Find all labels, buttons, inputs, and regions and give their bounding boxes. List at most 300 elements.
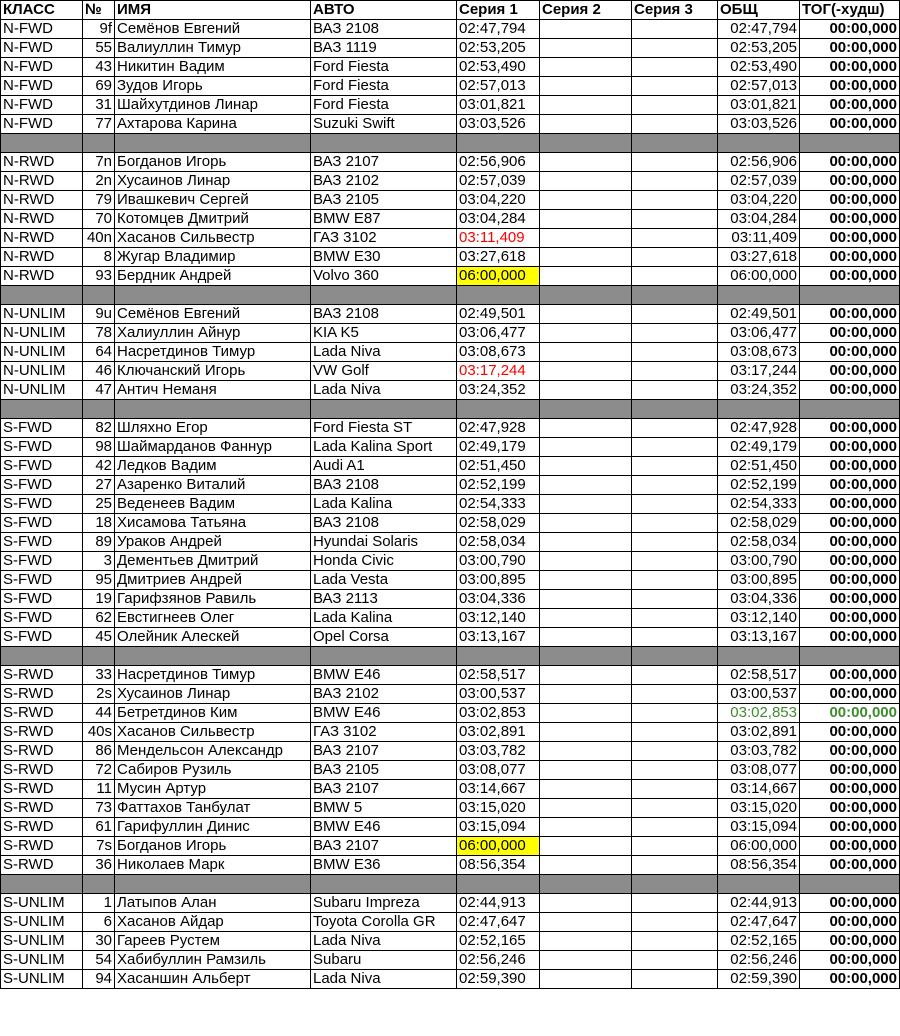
cell-name: Азаренко Виталий [115, 476, 311, 495]
cell-class: S-FWD [1, 571, 83, 590]
cell-best: 00:00,000 [800, 666, 900, 685]
separator-cell [457, 647, 540, 666]
cell-s2 [540, 305, 632, 324]
cell-s2 [540, 609, 632, 628]
cell-s1: 03:08,673 [457, 343, 540, 362]
separator-cell [1, 134, 83, 153]
cell-best: 00:00,000 [800, 172, 900, 191]
cell-s3 [632, 229, 718, 248]
cell-s1: 02:59,390 [457, 970, 540, 989]
cell-best: 00:00,000 [800, 153, 900, 172]
cell-car: ВАЗ 1119 [311, 39, 457, 58]
cell-s2 [540, 267, 632, 286]
cell-car: Suzuki Swift [311, 115, 457, 134]
cell-total: 02:58,517 [718, 666, 800, 685]
separator-cell [311, 875, 457, 894]
cell-num: 43 [83, 58, 115, 77]
table-row [1, 799, 900, 818]
separator-cell [540, 647, 632, 666]
cell-total: 03:13,167 [718, 628, 800, 647]
separator-cell [1, 647, 83, 666]
cell-s2 [540, 495, 632, 514]
cell-s2 [540, 685, 632, 704]
cell-s1: 02:47,928 [457, 419, 540, 438]
separator-cell [1, 286, 83, 305]
cell-car: Ford Fiesta [311, 77, 457, 96]
cell-s3 [632, 761, 718, 780]
cell-best: 00:00,000 [800, 381, 900, 400]
cell-best: 00:00,000 [800, 514, 900, 533]
cell-s1: 08:56,354 [457, 856, 540, 875]
cell-num: 62 [83, 609, 115, 628]
cell-car: ВАЗ 2113 [311, 590, 457, 609]
separator-cell [800, 134, 900, 153]
cell-class: N-UNLIM [1, 381, 83, 400]
cell-class: N-FWD [1, 96, 83, 115]
cell-car: ВАЗ 2102 [311, 172, 457, 191]
cell-best: 00:00,000 [800, 362, 900, 381]
cell-num: 36 [83, 856, 115, 875]
cell-s3 [632, 419, 718, 438]
cell-num: 8 [83, 248, 115, 267]
cell-total: 03:27,618 [718, 248, 800, 267]
cell-total: 06:00,000 [718, 837, 800, 856]
cell-total: 08:56,354 [718, 856, 800, 875]
cell-total: 03:08,673 [718, 343, 800, 362]
cell-name: Ключанский Игорь [115, 362, 311, 381]
cell-car: Lada Kalina [311, 495, 457, 514]
cell-s3 [632, 533, 718, 552]
table-row [1, 609, 900, 628]
cell-s2 [540, 799, 632, 818]
cell-total: 03:12,140 [718, 609, 800, 628]
cell-class: N-UNLIM [1, 343, 83, 362]
cell-class: S-UNLIM [1, 932, 83, 951]
cell-car: Hyundai Solaris [311, 533, 457, 552]
cell-num: 40n [83, 229, 115, 248]
cell-s3 [632, 210, 718, 229]
cell-s1: 02:58,034 [457, 533, 540, 552]
cell-s3 [632, 799, 718, 818]
cell-s3 [632, 476, 718, 495]
cell-s1: 03:03,526 [457, 115, 540, 134]
cell-class: S-FWD [1, 628, 83, 647]
cell-s2 [540, 362, 632, 381]
table-row [1, 324, 900, 343]
cell-name: Халиуллин Айнур [115, 324, 311, 343]
table-row [1, 704, 900, 723]
cell-s2 [540, 932, 632, 951]
cell-car: BMW E87 [311, 210, 457, 229]
cell-name: Антич Неманя [115, 381, 311, 400]
cell-s2 [540, 343, 632, 362]
cell-name: Богданов Игорь [115, 153, 311, 172]
cell-name: Хасанов Сильвестр [115, 723, 311, 742]
table-row [1, 229, 900, 248]
cell-class: N-RWD [1, 210, 83, 229]
cell-total: 02:52,199 [718, 476, 800, 495]
cell-s3 [632, 457, 718, 476]
cell-best: 00:00,000 [800, 856, 900, 875]
cell-car: BMW E46 [311, 818, 457, 837]
cell-s2 [540, 742, 632, 761]
separator-cell [311, 400, 457, 419]
cell-s1: 03:24,352 [457, 381, 540, 400]
group-separator [1, 400, 900, 419]
separator-cell [1, 400, 83, 419]
cell-car: Toyota Corolla GR [311, 913, 457, 932]
cell-best: 00:00,000 [800, 77, 900, 96]
cell-total: 03:17,244 [718, 362, 800, 381]
cell-best: 00:00,000 [800, 704, 900, 723]
header-row [1, 1, 900, 20]
table-row [1, 571, 900, 590]
cell-class: S-RWD [1, 742, 83, 761]
cell-s2 [540, 324, 632, 343]
cell-total: 03:11,409 [718, 229, 800, 248]
cell-class: N-FWD [1, 58, 83, 77]
cell-class: S-FWD [1, 419, 83, 438]
separator-cell [632, 647, 718, 666]
cell-num: 77 [83, 115, 115, 134]
cell-best: 00:00,000 [800, 761, 900, 780]
cell-s1: 03:04,284 [457, 210, 540, 229]
cell-s1: 02:44,913 [457, 894, 540, 913]
cell-best: 00:00,000 [800, 495, 900, 514]
header-best: ТОГ(-худш) [800, 1, 900, 20]
cell-s3 [632, 96, 718, 115]
cell-s2 [540, 381, 632, 400]
cell-s3 [632, 704, 718, 723]
cell-s3 [632, 552, 718, 571]
cell-car: Lada Niva [311, 381, 457, 400]
table-row [1, 628, 900, 647]
cell-total: 03:14,667 [718, 780, 800, 799]
cell-s1: 03:12,140 [457, 609, 540, 628]
cell-class: S-RWD [1, 761, 83, 780]
table-row [1, 495, 900, 514]
header-name: ИМЯ [115, 1, 311, 20]
cell-car: Lada Kalina [311, 609, 457, 628]
separator-cell [115, 134, 311, 153]
cell-s1: 03:00,537 [457, 685, 540, 704]
separator-cell [311, 647, 457, 666]
cell-name: Дмитриев Андрей [115, 571, 311, 590]
cell-s2 [540, 761, 632, 780]
cell-class: S-RWD [1, 799, 83, 818]
cell-name: Ураков Андрей [115, 533, 311, 552]
cell-best: 00:00,000 [800, 343, 900, 362]
separator-cell [83, 400, 115, 419]
cell-name: Николаев Марк [115, 856, 311, 875]
cell-s3 [632, 837, 718, 856]
cell-name: Дементьев Дмитрий [115, 552, 311, 571]
separator-cell [1, 875, 83, 894]
cell-name: Веденеев Вадим [115, 495, 311, 514]
cell-best: 00:00,000 [800, 533, 900, 552]
cell-name: Хусаинов Линар [115, 172, 311, 191]
cell-car: Lada Niva [311, 932, 457, 951]
cell-class: S-FWD [1, 609, 83, 628]
cell-s1: 02:47,647 [457, 913, 540, 932]
cell-name: Хабибуллин Рамзиль [115, 951, 311, 970]
separator-cell [83, 875, 115, 894]
header-class: КЛАСС [1, 1, 83, 20]
table-row [1, 77, 900, 96]
cell-car: BMW E46 [311, 666, 457, 685]
cell-s1: 03:17,244 [457, 362, 540, 381]
cell-s2 [540, 96, 632, 115]
cell-name: Шляхно Егор [115, 419, 311, 438]
table-row [1, 248, 900, 267]
cell-s1: 03:02,853 [457, 704, 540, 723]
table-row [1, 58, 900, 77]
cell-s3 [632, 514, 718, 533]
cell-car: Subaru Impreza [311, 894, 457, 913]
cell-name: Валиуллин Тимур [115, 39, 311, 58]
cell-num: 45 [83, 628, 115, 647]
cell-name: Шаймарданов Фаннур [115, 438, 311, 457]
cell-name: Гареев Рустем [115, 932, 311, 951]
cell-num: 30 [83, 932, 115, 951]
cell-car: ГАЗ 3102 [311, 723, 457, 742]
cell-name: Сабиров Рузиль [115, 761, 311, 780]
cell-total: 02:49,501 [718, 305, 800, 324]
cell-car: ВАЗ 2108 [311, 476, 457, 495]
cell-total: 03:02,853 [718, 704, 800, 723]
cell-car: ВАЗ 2108 [311, 305, 457, 324]
separator-cell [800, 647, 900, 666]
cell-num: 27 [83, 476, 115, 495]
cell-name: Бердник Андрей [115, 267, 311, 286]
cell-num: 55 [83, 39, 115, 58]
cell-class: S-RWD [1, 666, 83, 685]
cell-class: S-FWD [1, 476, 83, 495]
cell-class: S-RWD [1, 837, 83, 856]
cell-s1: 02:56,906 [457, 153, 540, 172]
table-row [1, 970, 900, 989]
cell-best: 00:00,000 [800, 913, 900, 932]
cell-s2 [540, 153, 632, 172]
cell-s2 [540, 20, 632, 39]
cell-name: Насретдинов Тимур [115, 666, 311, 685]
cell-class: S-FWD [1, 514, 83, 533]
cell-s3 [632, 115, 718, 134]
cell-best: 00:00,000 [800, 419, 900, 438]
cell-num: 2n [83, 172, 115, 191]
table-row [1, 343, 900, 362]
cell-s3 [632, 970, 718, 989]
separator-cell [800, 875, 900, 894]
cell-s1: 03:15,094 [457, 818, 540, 837]
cell-num: 33 [83, 666, 115, 685]
cell-car: Opel Corsa [311, 628, 457, 647]
cell-num: 98 [83, 438, 115, 457]
cell-s1: 06:00,000 [457, 837, 540, 856]
cell-s2 [540, 571, 632, 590]
cell-s2 [540, 419, 632, 438]
cell-s2 [540, 628, 632, 647]
cell-s1: 02:57,039 [457, 172, 540, 191]
cell-best: 00:00,000 [800, 115, 900, 134]
table-row [1, 951, 900, 970]
table-row [1, 39, 900, 58]
separator-cell [800, 286, 900, 305]
cell-class: N-FWD [1, 77, 83, 96]
cell-car: Ford Fiesta [311, 58, 457, 77]
separator-cell [457, 400, 540, 419]
cell-s1: 02:52,165 [457, 932, 540, 951]
cell-name: Ивашкевич Сергей [115, 191, 311, 210]
separator-cell [540, 134, 632, 153]
cell-s2 [540, 856, 632, 875]
cell-name: Мусин Артур [115, 780, 311, 799]
separator-cell [115, 647, 311, 666]
cell-s1: 02:54,333 [457, 495, 540, 514]
cell-num: 86 [83, 742, 115, 761]
cell-class: N-FWD [1, 115, 83, 134]
cell-class: S-UNLIM [1, 951, 83, 970]
cell-car: BMW E46 [311, 704, 457, 723]
cell-name: Шайхутдинов Линар [115, 96, 311, 115]
separator-cell [311, 286, 457, 305]
cell-name: Хасанов Айдар [115, 913, 311, 932]
cell-s2 [540, 837, 632, 856]
cell-s2 [540, 590, 632, 609]
cell-total: 02:47,928 [718, 419, 800, 438]
cell-total: 02:57,039 [718, 172, 800, 191]
separator-cell [718, 286, 800, 305]
cell-num: 11 [83, 780, 115, 799]
cell-class: N-RWD [1, 153, 83, 172]
cell-class: S-RWD [1, 704, 83, 723]
cell-s2 [540, 210, 632, 229]
cell-num: 31 [83, 96, 115, 115]
separator-cell [83, 134, 115, 153]
results-body [1, 20, 900, 989]
cell-total: 03:24,352 [718, 381, 800, 400]
cell-s1: 03:04,336 [457, 590, 540, 609]
cell-car: ГАЗ 3102 [311, 229, 457, 248]
cell-best: 00:00,000 [800, 609, 900, 628]
cell-car: Subaru [311, 951, 457, 970]
cell-s2 [540, 723, 632, 742]
table-row [1, 115, 900, 134]
cell-total: 03:04,220 [718, 191, 800, 210]
cell-best: 00:00,000 [800, 58, 900, 77]
cell-s2 [540, 894, 632, 913]
cell-num: 93 [83, 267, 115, 286]
cell-name: Семёнов Евгений [115, 20, 311, 39]
cell-s2 [540, 970, 632, 989]
table-row [1, 20, 900, 39]
separator-cell [115, 400, 311, 419]
cell-name: Хасаншин Альберт [115, 970, 311, 989]
cell-num: 70 [83, 210, 115, 229]
cell-name: Насретдинов Тимур [115, 343, 311, 362]
table-row [1, 932, 900, 951]
cell-car: Ford Fiesta ST [311, 419, 457, 438]
cell-num: 79 [83, 191, 115, 210]
cell-s2 [540, 248, 632, 267]
cell-s2 [540, 666, 632, 685]
cell-s3 [632, 381, 718, 400]
table-row [1, 172, 900, 191]
cell-s1: 02:49,501 [457, 305, 540, 324]
cell-car: BMW 5 [311, 799, 457, 818]
cell-s3 [632, 362, 718, 381]
cell-name: Ахтарова Карина [115, 115, 311, 134]
cell-class: S-FWD [1, 495, 83, 514]
cell-s1: 03:00,790 [457, 552, 540, 571]
cell-car: Ford Fiesta [311, 96, 457, 115]
table-row [1, 419, 900, 438]
cell-car: BMW E36 [311, 856, 457, 875]
cell-car: ВАЗ 2107 [311, 780, 457, 799]
cell-name: Гарифзянов Равиль [115, 590, 311, 609]
cell-num: 69 [83, 77, 115, 96]
cell-class: S-RWD [1, 818, 83, 837]
cell-name: Гарифуллин Динис [115, 818, 311, 837]
table-row [1, 818, 900, 837]
cell-total: 02:56,906 [718, 153, 800, 172]
cell-num: 40s [83, 723, 115, 742]
cell-car: ВАЗ 2105 [311, 761, 457, 780]
cell-num: 61 [83, 818, 115, 837]
cell-name: Хасанов Сильвестр [115, 229, 311, 248]
header-car: АВТО [311, 1, 457, 20]
cell-name: Никитин Вадим [115, 58, 311, 77]
table-row [1, 457, 900, 476]
cell-num: 73 [83, 799, 115, 818]
table-row [1, 780, 900, 799]
cell-s3 [632, 932, 718, 951]
cell-total: 02:56,246 [718, 951, 800, 970]
cell-s3 [632, 628, 718, 647]
cell-s3 [632, 913, 718, 932]
cell-class: N-UNLIM [1, 305, 83, 324]
cell-num: 72 [83, 761, 115, 780]
separator-cell [718, 875, 800, 894]
table-row [1, 267, 900, 286]
cell-total: 02:53,205 [718, 39, 800, 58]
cell-class: S-FWD [1, 533, 83, 552]
cell-car: Audi A1 [311, 457, 457, 476]
cell-s1: 03:06,477 [457, 324, 540, 343]
cell-num: 95 [83, 571, 115, 590]
cell-total: 02:58,034 [718, 533, 800, 552]
cell-s1: 02:51,450 [457, 457, 540, 476]
cell-s3 [632, 20, 718, 39]
cell-car: KIA K5 [311, 324, 457, 343]
cell-s2 [540, 115, 632, 134]
table-row [1, 514, 900, 533]
header-series-2: Серия 2 [540, 1, 632, 20]
cell-best: 00:00,000 [800, 438, 900, 457]
separator-cell [83, 286, 115, 305]
cell-best: 00:00,000 [800, 210, 900, 229]
cell-s1: 02:56,246 [457, 951, 540, 970]
cell-best: 00:00,000 [800, 799, 900, 818]
separator-cell [457, 286, 540, 305]
cell-num: 82 [83, 419, 115, 438]
cell-car: ВАЗ 2108 [311, 20, 457, 39]
cell-s2 [540, 438, 632, 457]
cell-s2 [540, 951, 632, 970]
cell-s3 [632, 343, 718, 362]
cell-car: ВАЗ 2107 [311, 837, 457, 856]
cell-num: 1 [83, 894, 115, 913]
